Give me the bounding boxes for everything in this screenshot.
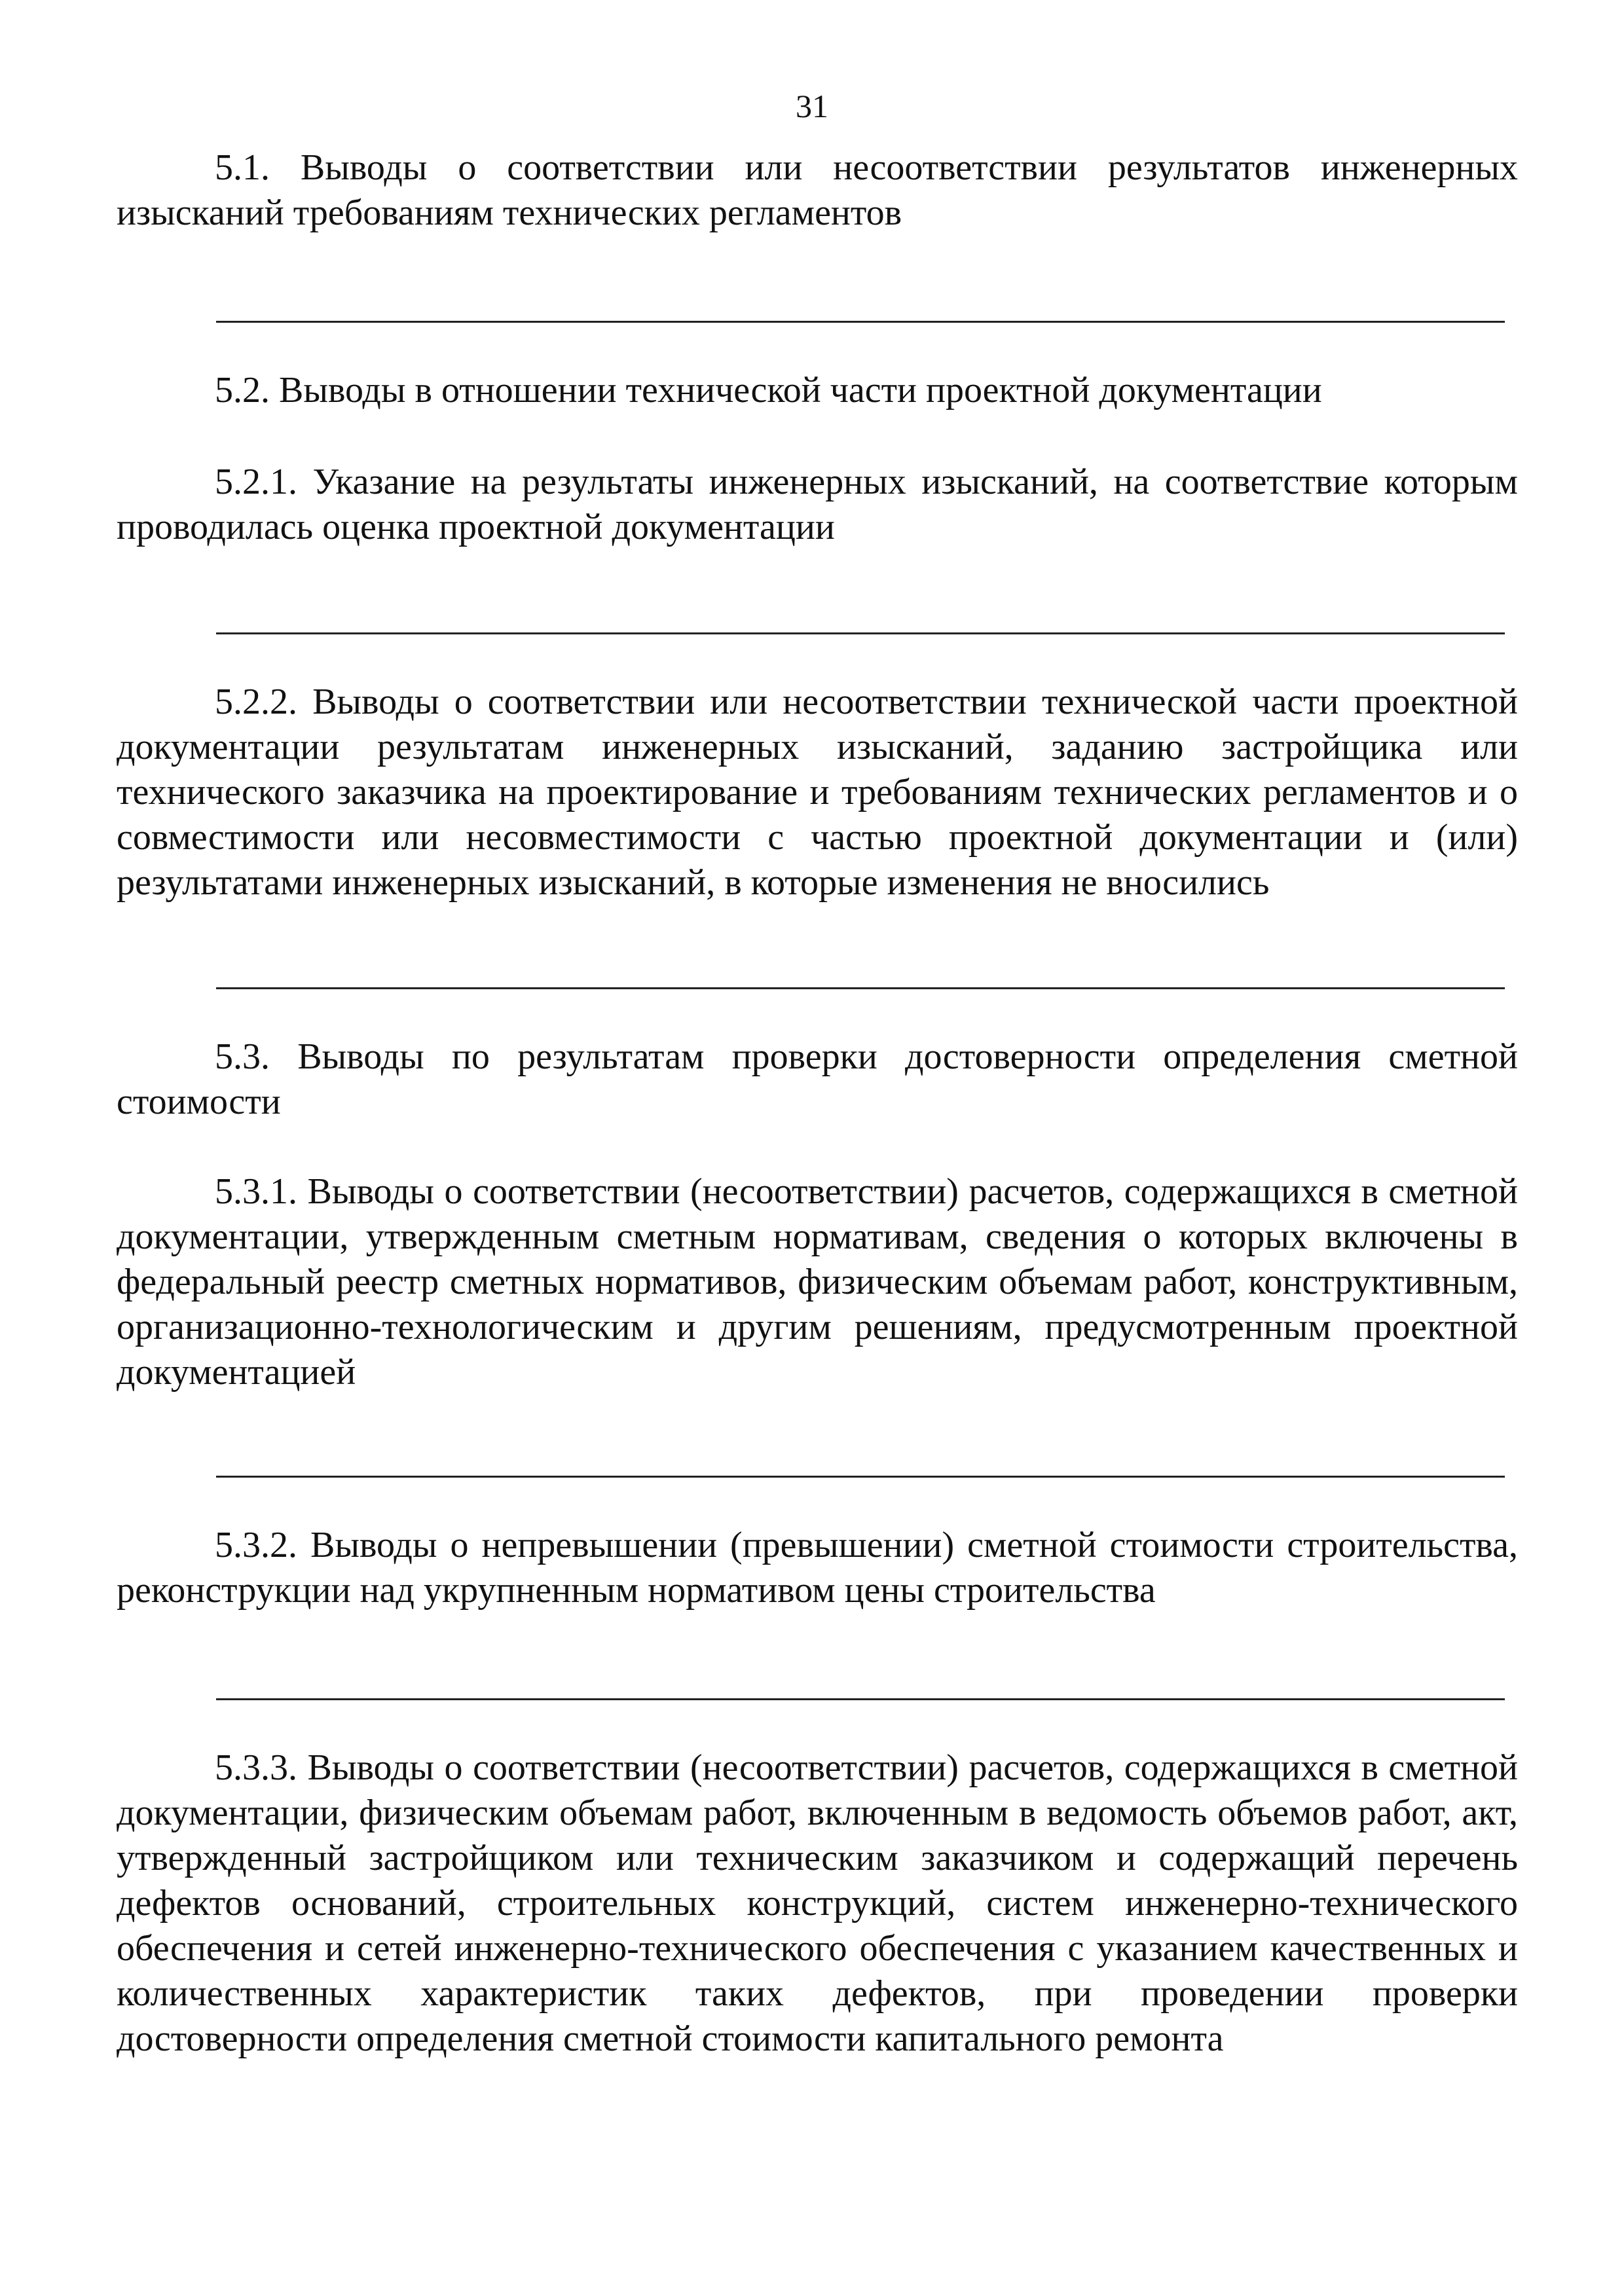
answer-line-5-2-1: [216, 632, 1505, 634]
section-5-3: 5.3. Выводы по результатам проверки достоверности определения сметной стоимости: [117, 1036, 1518, 1122]
section-5-2-1: 5.2.1. Указание на результаты инженерных изысканий, на соответствие которым проводилась оценка проектной документации: [117, 462, 1518, 547]
answer-line-5-3-1: [216, 1476, 1505, 1478]
page-number: 31: [796, 88, 828, 124]
section-5-3-1: 5.3.1. Выводы о соответствии (несоответствии) расчетов, содержащихся в сметной документации, утвержденным сметным нормативам, сведения о которых включены в федеральный реестр сметных нормативов, физическим объемам работ, конструктивным, организационно-технологическим и другим решениям, предусмотренным проектной документацией: [117, 1171, 1518, 1393]
answer-line-5-2-2: [216, 987, 1505, 989]
answer-line-5-1: [216, 321, 1505, 323]
section-5-2-2: 5.2.2. Выводы о соответствии или несоответствии технической части проектной документации результатам инженерных изысканий, заданию застройщика или технического заказчика на проектирование и требованиям технических регламентов и о совместимости или несовместимости с частью проектной документации и (или) результатами инженерных изысканий, в которые изменения не вносились: [117, 682, 1518, 903]
answer-line-5-3-2: [216, 1698, 1505, 1700]
section-5-3-2: 5.3.2. Выводы о непревышении (превышении) сметной стоимости строительства, реконструкции над укрупненным нормативом цены строительства: [117, 1525, 1518, 1611]
section-5-3-3: 5.3.3. Выводы о соответствии (несоответствии) расчетов, содержащихся в сметной документации, физическим объемам работ, включенным в ведомость объемов работ, акт, утвержденный застройщиком или техническим заказчиком и содержащий перечень дефектов оснований, строительных конструкций, систем инженерно-технического обеспечения и сетей инженерно-технического обеспечения с указанием качественных и количественных характеристик таких дефектов, при проведении проверки достоверности определения сметной стоимости капитального ремонта: [117, 1747, 1518, 2059]
section-5-2: 5.2. Выводы в отношении технической части проектной документации: [215, 370, 1322, 410]
section-5-1: 5.1. Выводы о соответствии или несоответствии результатов инженерных изысканий требованиям технических регламентов: [117, 147, 1518, 233]
